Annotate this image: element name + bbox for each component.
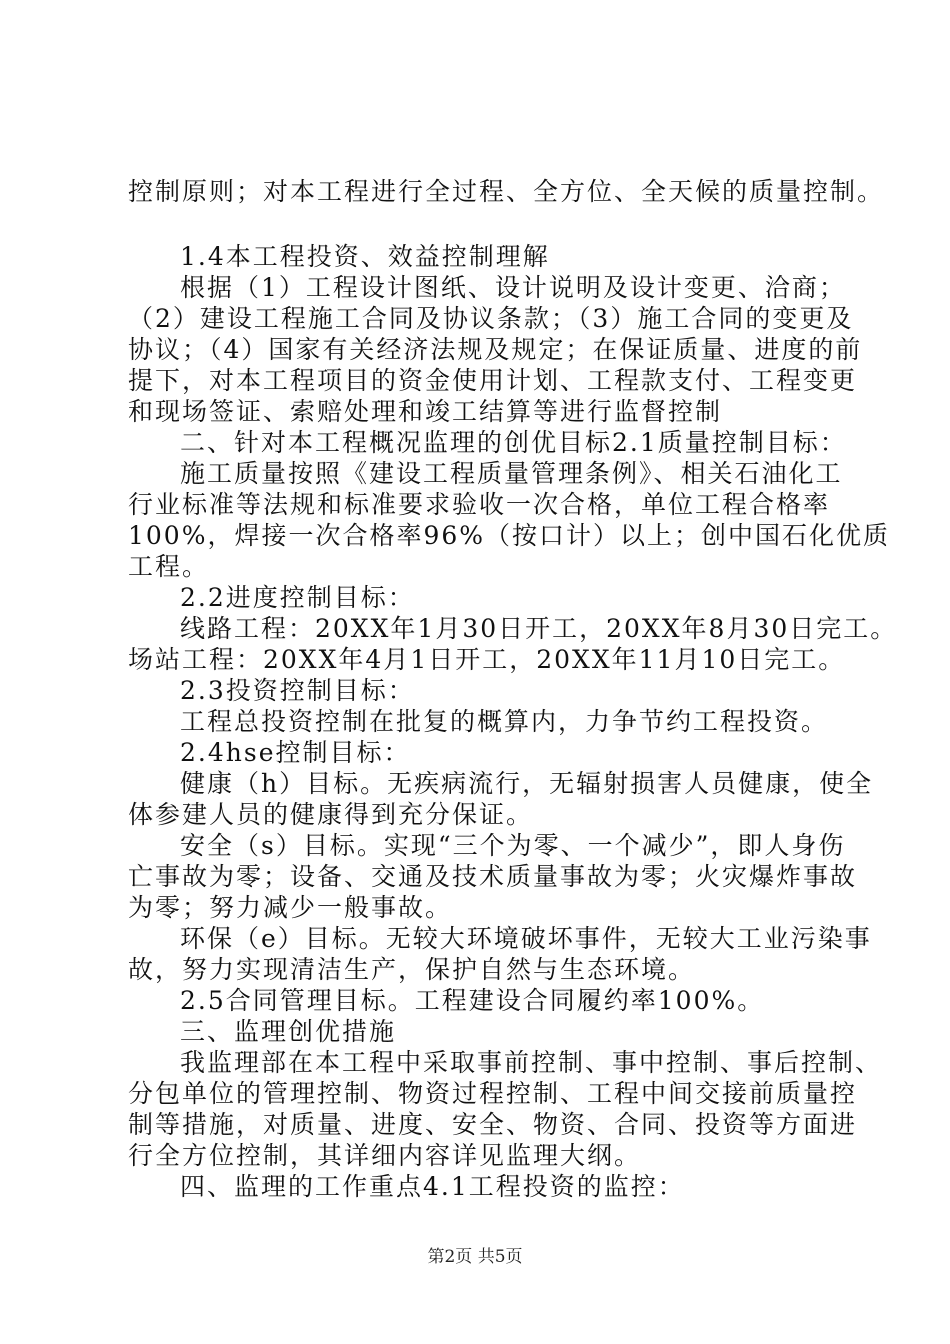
- section-heading: 四、监理的工作重点4.1工程投资的监控：: [180, 1172, 685, 1201]
- paragraph-line: （2）建设工程施工合同及协议条款；（3）施工合同的变更及: [128, 304, 854, 333]
- section-heading: 2.3投资控制目标：: [180, 676, 415, 705]
- paragraph-line: 施工质量按照《建设工程质量管理条例》、相关石油化工: [180, 459, 843, 488]
- paragraph-line: 100%，焊接一次合格率96%（按口计）以上；创中国石化优质: [128, 521, 891, 550]
- paragraph-line: 提下，对本工程项目的资金使用计划、工程款支付、工程变更: [128, 366, 858, 395]
- paragraph-line: 协议；（4）国家有关经济法规及规定；在保证质量、进度的前: [128, 335, 863, 364]
- paragraph-line: 行全方位控制，其详细内容详见监理大纲。: [128, 1141, 642, 1170]
- paragraph-line: 线路工程：20XX年1月30日开工，20XX年8月30日完工。: [180, 614, 898, 643]
- paragraph-line: 控制原则；对本工程进行全过程、全方位、全天候的质量控制。: [128, 177, 885, 206]
- paragraph-line: 体参建人员的健康得到充分保证。: [128, 800, 534, 829]
- paragraph-line: 工程总投资控制在批复的概算内，力争节约工程投资。: [180, 707, 829, 736]
- paragraph-line: 场站工程：20XX年4月1日开工，20XX年11月10日完工。: [128, 645, 846, 674]
- paragraph-line: 分包单位的管理控制、物资过程控制、工程中间交接前质量控: [128, 1079, 858, 1108]
- paragraph-line: 行业标准等法规和标准要求验收一次合格，单位工程合格率: [128, 490, 831, 519]
- paragraph-line: 制等措施，对质量、进度、安全、物资、合同、投资等方面进: [128, 1110, 858, 1139]
- paragraph-line: 健康（h）目标。无疾病流行，无辐射损害人员健康，使全: [180, 769, 874, 798]
- paragraph-line: 2.5合同管理目标。工程建设合同履约率100%。: [180, 986, 765, 1015]
- section-heading: 1.4本工程投资、效益控制理解: [180, 242, 550, 271]
- paragraph-line: 环保（e）目标。无较大环境破坏事件，无较大工业污染事: [180, 924, 872, 953]
- document-body: [128, 176, 898, 1202]
- section-heading: 三、监理创优措施: [180, 1017, 397, 1046]
- paragraph-line: 亡事故为零；设备、交通及技术质量事故为零；火灾爆炸事故: [128, 862, 858, 891]
- paragraph-line: 安全（s）目标。实现“三个为零、一个减少”，即人身伤: [180, 831, 846, 860]
- paragraph-line: 工程。: [128, 552, 210, 581]
- paragraph-line: 故，努力实现清洁生产，保护自然与生态环境。: [128, 955, 696, 984]
- paragraph-line: 我监理部在本工程中采取事前控制、事中控制、事后控制、: [180, 1048, 883, 1077]
- section-heading: 二、针对本工程概况监理的创优目标2.1质量控制目标：: [180, 428, 847, 457]
- section-heading: 2.2进度控制目标：: [180, 583, 415, 612]
- paragraph-line: 为零；努力减少一般事故。: [128, 893, 453, 922]
- paragraph-line: 根据（1）工程设计图纸、设计说明及设计变更、洽商；: [180, 273, 846, 302]
- page-number-footer: 第2页 共5页: [427, 1247, 523, 1267]
- paragraph-line: 和现场签证、索赔处理和竣工结算等进行监督控制: [128, 397, 723, 426]
- section-heading: 2.4hse控制目标：: [180, 738, 411, 767]
